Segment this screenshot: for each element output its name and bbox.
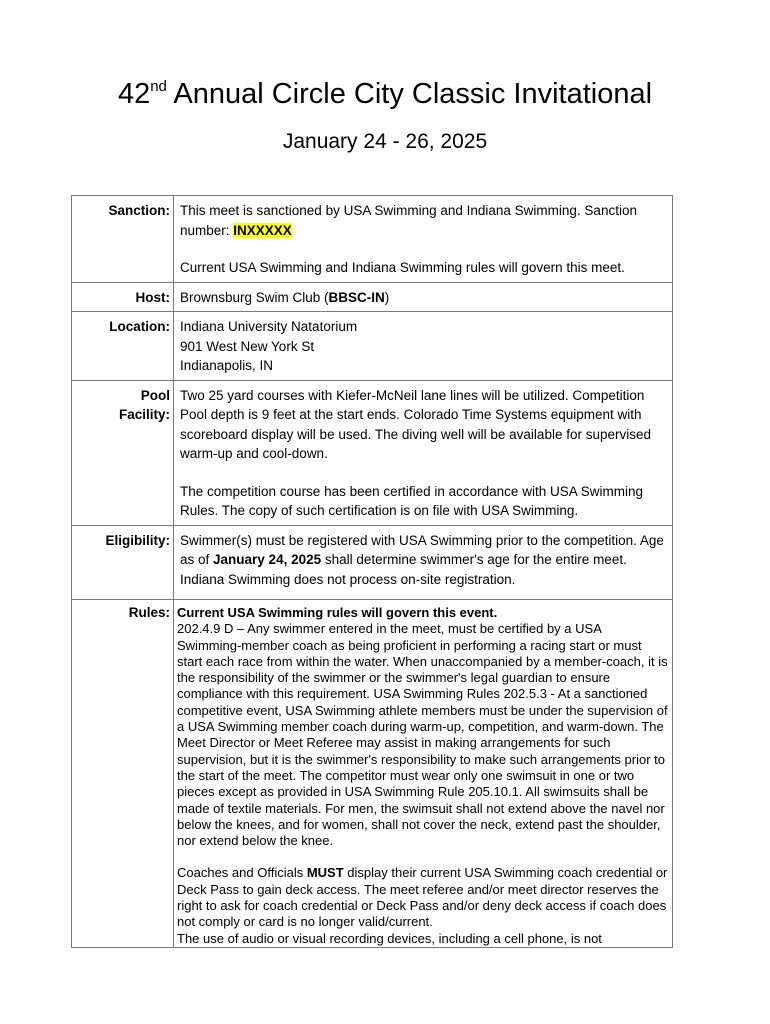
rules-must: MUST [306, 865, 344, 881]
sanction-text: This meet is sanctioned by USA Swimming and Indiana Swimming. Sanction number: [180, 203, 637, 238]
eligibility-row [72, 525, 673, 600]
pool-facility-label [72, 380, 174, 525]
rules-paragraph-2 [177, 865, 668, 946]
sanction-row [72, 196, 673, 283]
pool-certification: The competition course has been certified in accordance with USA Swimming Rules. The copy of such certification is on file with USA Swimming. [180, 483, 643, 518]
sanction-paragraph [180, 201, 666, 240]
eligibility-text-2: shall determine swimmer's age for the entire meet. Indiana Swimming does not process on-site registration. [180, 552, 627, 587]
rules-text-2a: Coaches and Officials [177, 865, 307, 881]
pool-label-line1: Pool [140, 387, 170, 403]
location-city: Indianapolis, IN [180, 358, 274, 373]
host-close-paren: ) [384, 289, 390, 305]
location-row [72, 312, 673, 381]
sanction-label: Sanction: [72, 196, 174, 283]
location-venue: Indiana University Natatorium [180, 319, 358, 334]
location-street: 901 West New York St [180, 338, 315, 354]
rules-value [174, 600, 673, 948]
eligibility-value [174, 525, 673, 600]
eligibility-age-date: January 24, 2025 [213, 552, 322, 567]
meet-info-table [71, 195, 673, 948]
host-row [72, 282, 673, 312]
host-value [174, 282, 673, 312]
rules-heading: Current USA Swimming rules will govern this event. [177, 605, 498, 620]
host-label: Host: [72, 282, 174, 312]
pool-facility-row [72, 380, 673, 525]
host-code: BBSC-IN [328, 289, 385, 305]
rules-text-2b: display their current USA Swimming coach credential or Deck Pass to gain deck access. The meet referee and/or meet director reserves the right to ask for coach credential or Deck Pass and/or deny deck access if coach does not comply or card is no longer valid/current. [177, 865, 668, 930]
sanction-value [174, 196, 673, 283]
rules-row [72, 600, 673, 948]
page-title [0, 74, 770, 114]
title-ordinal-suffix: nd [150, 78, 167, 95]
location-label: Location: [72, 312, 174, 381]
title-text: Annual Circle City Classic Invitational [166, 78, 653, 110]
location-value [174, 312, 673, 381]
eligibility-text-1: Swimmer(s) must be registered with USA Swimming prior to the competition. Age as of [180, 532, 664, 567]
sanction-number: INXXXXX [233, 222, 292, 238]
host-name: Brownsburg Swim Club ( [180, 289, 329, 305]
pool-description: Two 25 yard courses with Kiefer-McNeil lane lines will be utilized. Competition Pool depth is 9 feet at the start ends. Colorado Time Systems equipment with scoreboard display will be used. The diving well will be available for supervised warm-up and cool-down. [180, 387, 651, 461]
meet-dates: January 24 - 26, 2025 [282, 130, 488, 153]
pool-label-line2: Facility: [118, 407, 170, 422]
title-number: 42 [117, 78, 151, 110]
rules-text-1: 202.4.9 D – Any swimmer entered in the meet, must be certified by a USA Swimming-member coach as being proficient in performing a racing start or must start each race from within the water. When unaccompanied by a member-coach, it is the responsibility of the swimmer or the swimmer's legal guardian to ensure compliance with this requirement. USA Swimming Rules 202.5.3 - At a sanctioned competitive event, USA Swimming athlete members must be under the supervision of a USA Swimming member coach during warm-up, competition, and warm-down. The Meet Director or Meet Referee may assist in making arrangements for such supervision, but it is the swimmer's responsibility to make such arrangements prior to the start of the meet. The competitor must wear only one swimsuit in one or two pieces except as provided in USA Swimming Rule 205.10.1. All swimsuits shall be made of textile materials. For men, the swimsuit shall not extend above the navel nor below the knees, and for women, shall not cover the neck, extend past the shoulder, nor extend below the knee. [177, 621, 668, 849]
rules-paragraph-1 [177, 605, 668, 849]
eligibility-label: Eligibility: [72, 525, 174, 600]
sanction-rules-note: Current USA Swimming and Indiana Swimming rules will govern this meet. [180, 260, 625, 275]
pool-facility-value [174, 380, 673, 525]
rules-text-3: The use of audio or visual recording devices, including a cell phone, is not [177, 930, 602, 946]
rules-label: Rules: [72, 600, 174, 948]
